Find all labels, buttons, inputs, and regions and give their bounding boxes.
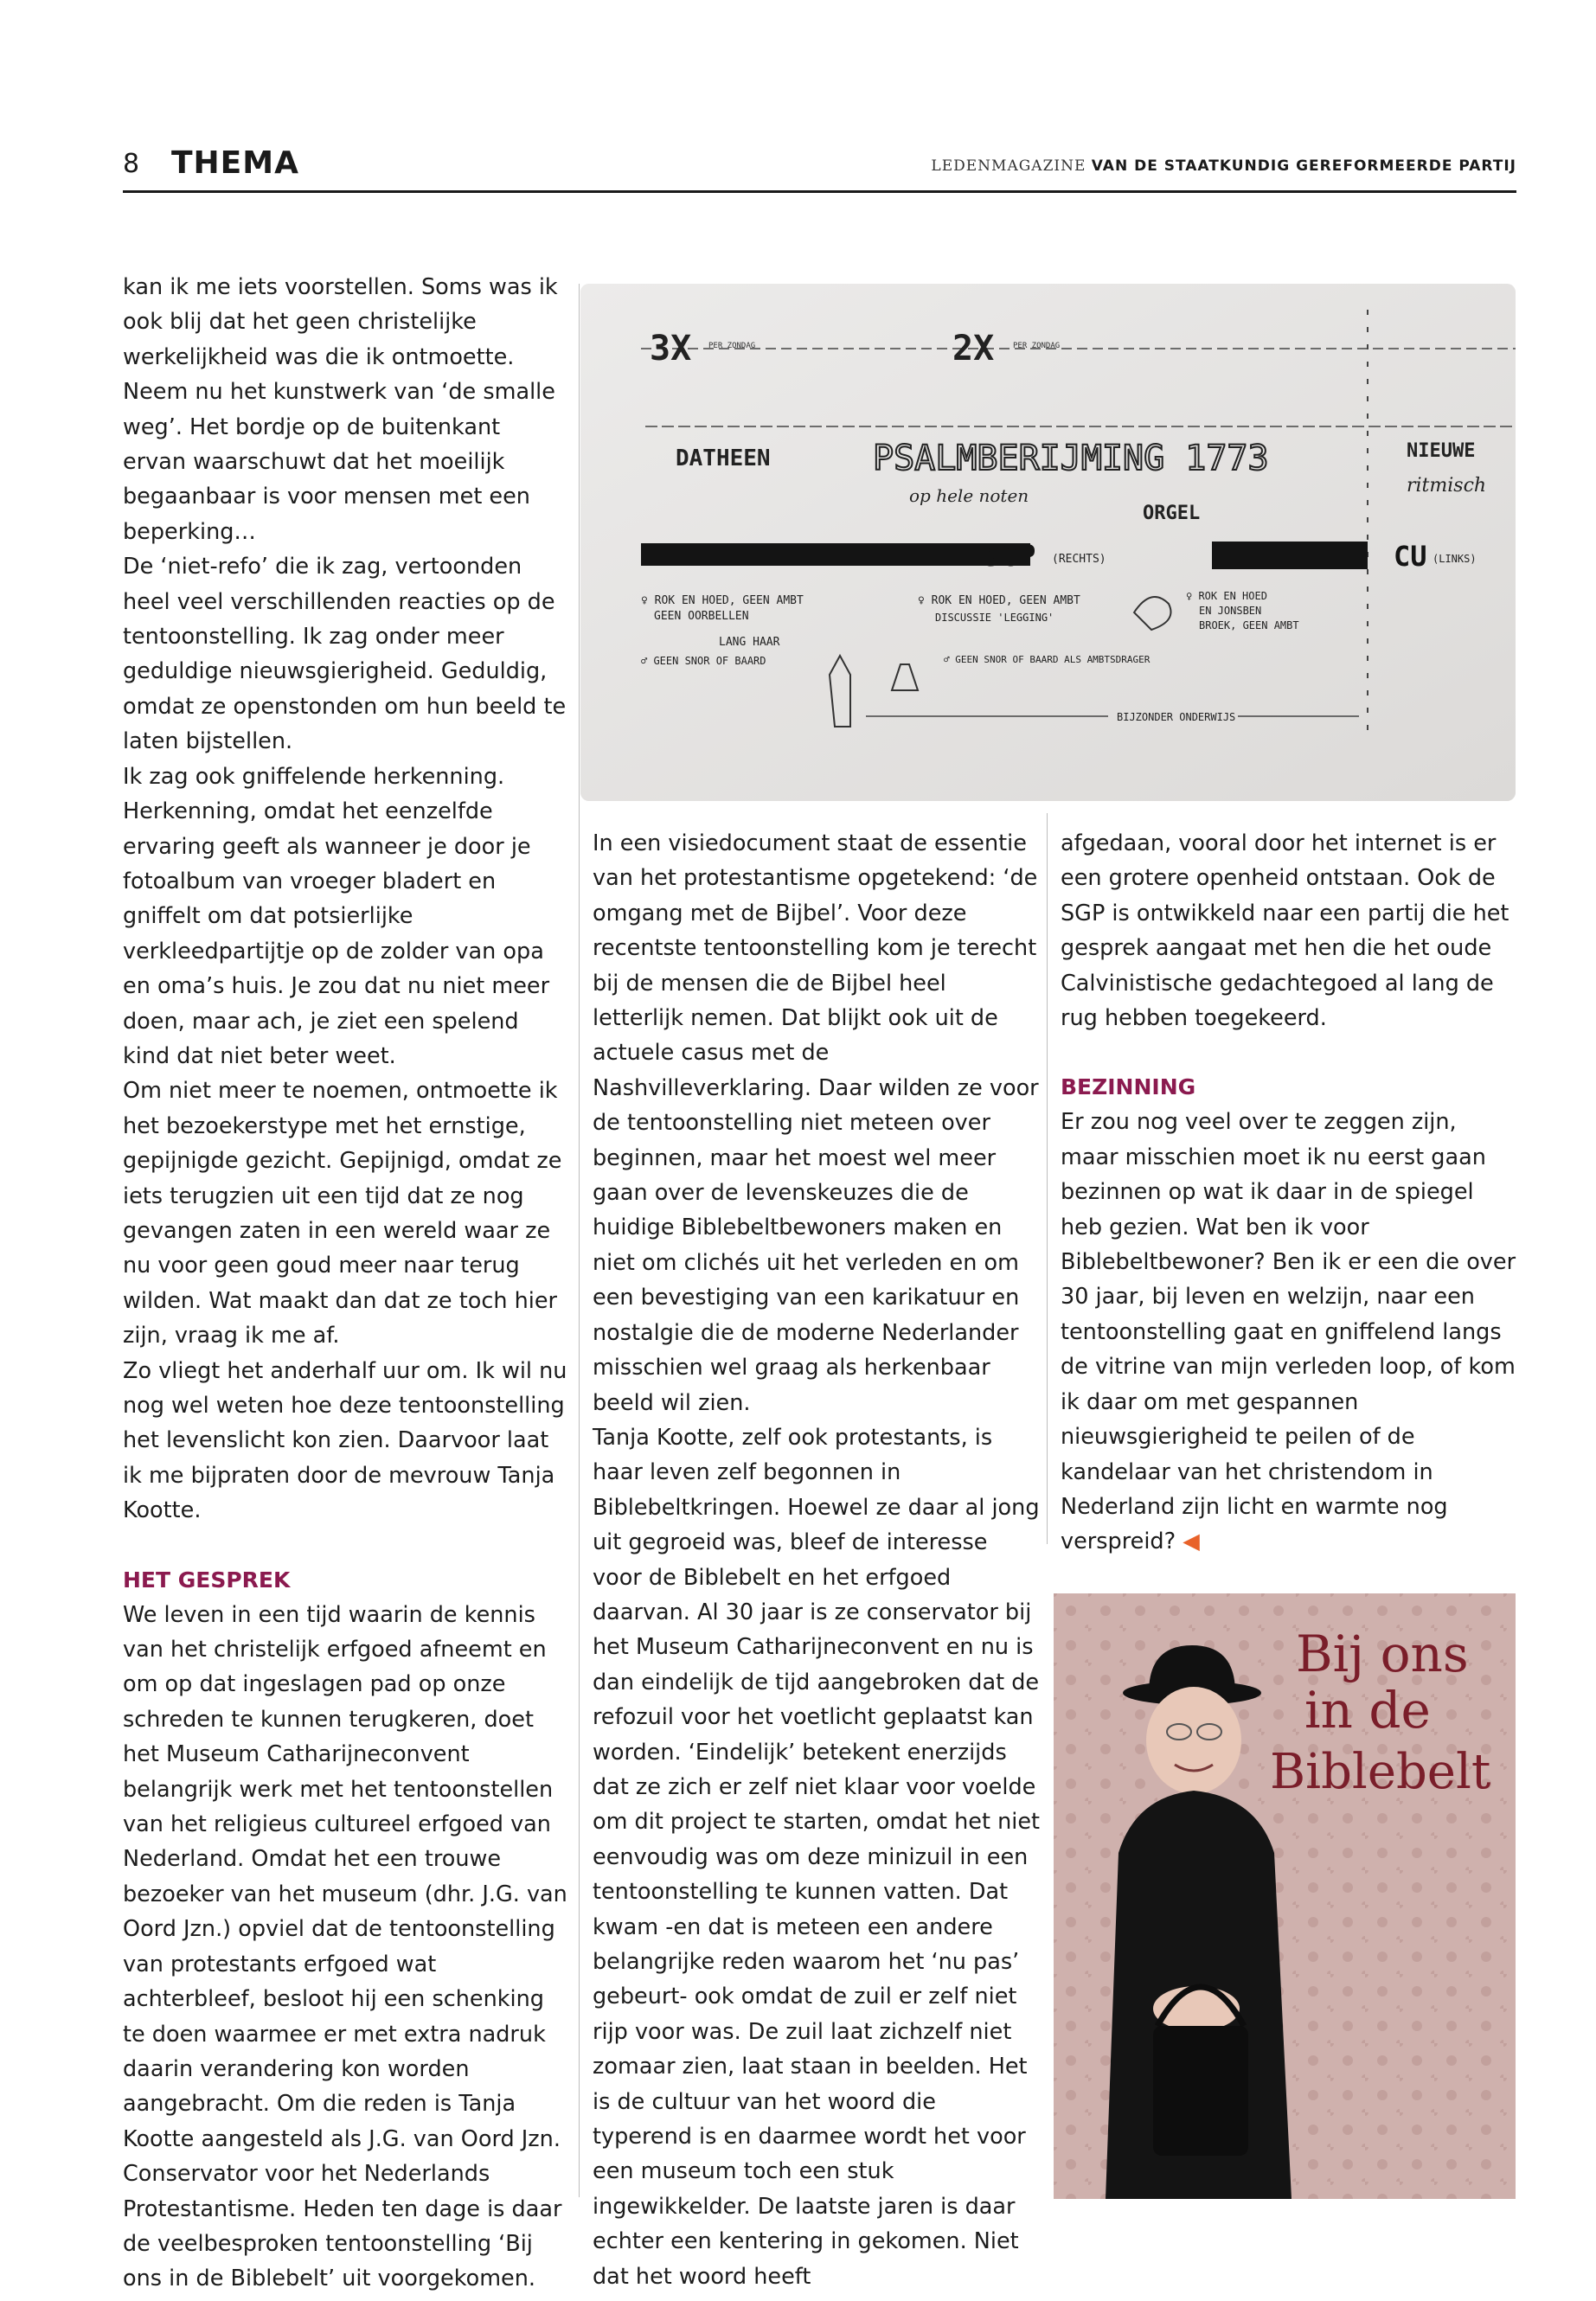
paragraph: kan ik me iets voorstellen. Soms was ik ook blij dat het geen christelijke werkelijkheid was die ik ontmoette. Neem nu het kunstwerk van ‘de smalle weg’. Het bordje op de buitenkant ervan waarschuwt dat het moeilijk begaanbaar is voor mensen met een beperking… [123, 274, 558, 545]
poster-title-line: Biblebelt [1270, 1744, 1491, 1800]
article-column-1 [123, 270, 568, 2297]
page-number: 8 [123, 149, 140, 179]
op-hele-noten-label: op hele noten [909, 485, 1029, 506]
exhibition-poster-photo [1054, 1593, 1516, 2199]
rule-text: ♀ ROK EN HOED [1186, 590, 1267, 602]
magazine-tagline [931, 157, 1516, 175]
sgp-label: SGP [983, 539, 1036, 574]
poster-illustration [1054, 1593, 1516, 2199]
poster-title-line: in de [1304, 1681, 1431, 1740]
article-column-2 [593, 826, 1041, 2294]
rule-text: ♀ ROK EN HOED, GEEN AMBT [918, 594, 1080, 607]
handbag [1153, 2026, 1248, 2156]
rule-text: GEEN OORBELLEN [654, 610, 749, 623]
paragraph: afgedaan, vooral door het internet is er een grotere openheid ontstaan. Ook de SGP is ontwikkeld naar een partij die het gesprek aangaat met hen die het oude Calvinistische gedachtegoed al lang de rug hebben toegekeerd. [1061, 830, 1509, 1032]
rechts-label: (RECHTS) [1052, 553, 1106, 566]
paragraph-text: Er zou nog veel over te zeggen zijn, maar misschien moet ik nu eerst gaan bezinnen op wat ik daar in de spiegel heb gezien. Wat ben ik voor Biblebeltbewoner? Ben ik er een die over 30 jaar, bij leven en welzijn, naar een tentoonstelling gaat en gniffelend langs de vitrine van mijn verleden loop, of kom ik daar om met gespannen nieuwsgierigheid te peilen of de kandelaar van het christendom in Nederland zijn licht en warmte nog verspreid? [1061, 1109, 1516, 1555]
frequency-3x: 3X [650, 329, 692, 369]
rule-text: BIJZONDER ONDERWIJS [1117, 711, 1236, 723]
subheading-het-gesprek: HET GESPREK [123, 1567, 291, 1593]
orgel-label: ORGEL [1143, 503, 1201, 524]
face [1146, 1687, 1241, 1794]
tagline-plain: LEDENMAGAZINE [931, 157, 1086, 175]
paragraph: In een visiedocument staat de essentie van het protestantisme opgetekend: ‘de omgang met de Bijbel’. Voor deze recentste tentoonstelling kom je terecht bij de mensen die de Bijbel heel letterlijk nemen. Dat blijkt ook uit de actuele casus met de Nashvilleverklaring. Daar wilden ze voor de tentoonstelling niet meteen over beginnen, maar het moest wel meer gaan over de levenskeuzes die de huidige Biblebeltbewoners maken en niet om clichés uit het verleden en om een bevestiging van een karikatuur en nostalgie die de moderne Nederlander misschien wel graag als herkenbaar beeld wil zien. [593, 830, 1039, 1416]
rule-text: EN JONSBEN [1199, 605, 1262, 617]
per-zondag-label: PER ZONDAG [1013, 342, 1061, 350]
article-column-3 [1061, 826, 1517, 1560]
rule-text: LANG HAAR [719, 636, 780, 649]
rule-text: ♀ ROK EN HOED, GEEN AMBT [641, 594, 804, 607]
nieuwe-label: NIEUWE [1407, 440, 1476, 462]
subheading-bezinning: BEZINNING [1061, 1074, 1196, 1100]
paragraph: Om niet meer te noemen, ontmoette ik het bezoekerstype met het ernstige, gepijnigde gezicht. Gepijnigd, omdat ze iets terugzien uit een tijd dat ze nog gevangen zaten in een wereld waar ze nu voor geen goud meer naar terug wilden. Wat maakt dan dat ze toch hier zijn, vraag ik me af. [123, 1078, 562, 1349]
paragraph [1061, 1105, 1517, 1559]
rule-text: ♂ GEEN SNOR OF BAARD [641, 655, 766, 667]
paragraph: Zo vliegt het anderhalf uur om. Ik wil nu nog wel weten hoe deze tentoonstelling het levenslicht kon zien. Daarvoor laat ik me bijpraten door de mevrouw Tanja Kootte. [123, 1357, 567, 1524]
links-label: (LINKS) [1433, 553, 1477, 565]
cu-label: CU [1394, 540, 1427, 573]
timeline-drawing [580, 284, 1516, 801]
psalmberijming-label: PSALMBERIJMING 1773 [873, 439, 1269, 478]
page-header [123, 145, 1516, 193]
ritmisch-label: ritmisch [1407, 475, 1487, 497]
frequency-2x: 2X [952, 329, 995, 369]
paragraph: Tanja Kootte, zelf ook protestants, is haar leven zelf begonnen in Biblebeltkringen. Hoewel ze daar al jong uit gegroeid was, bleef de interesse voor de Biblebelt en het erfgoed daarvan. Al 30 jaar is ze conservator bij het Museum Catharijneconvent en nu is dan eindelijk de tijd aangebroken dat de refozuil voor het voetlicht geplaatst kan worden. ‘Eindelijk’ betekent enerzijds dat ze zich er zelf niet klaar voor voelde om dit project te starten, omdat het niet eenvoudig was om deze minizuil in een tentoonstelling te kunnen vatten. Dat kwam -en dat is meteen een andere belangrijke reden waarom het ‘nu pas’ gebeurt- ook omdat de zuil er zelf niet rijp voor was. De zuil laat zichzelf niet zomaar zien, laat staan in beelden. Het is de cultuur van het woord die typerend is en daarmee wordt het voor een museum toch een stuk ingewikkelder. De laatste jaren is daar echter een kentering in gekomen. Niet dat het woord heeft [593, 1424, 1041, 2290]
datheen-label: DATHEEN [676, 445, 771, 471]
rule-text: ♂ GEEN SNOR OF BAARD ALS AMBTSDRAGER [944, 654, 1151, 665]
end-mark-icon: ◀ [1183, 1529, 1200, 1555]
column-divider [1047, 813, 1048, 1544]
poster-title-line: Bij ons [1296, 1625, 1469, 1683]
rule-text: BROEK, GEEN AMBT [1199, 619, 1299, 631]
tagline-bold: VAN DE STAATKUNDIG GEREFORMEERDE PARTIJ [1091, 157, 1516, 175]
section-title: THEMA [171, 145, 299, 181]
column-divider [579, 284, 580, 2197]
paragraph: Ik zag ook gniffelende herkenning. Herkenning, omdat het eenzelfde ervaring geeft als wanneer je door je fotoalbum van vroeger bladert en gniffelt om dat potsierlijke verkleedpartijtje op de zolder van opa en oma’s huis. Je zou dat nu niet meer doen, maar ach, je ziet een spelend kind dat niet beter weet. [123, 763, 550, 1069]
paragraph: De ‘niet-refo’ die ik zag, vertoonden heel veel verschillenden reacties op de tentoonstelling. Ik zag onder meer geduldige nieuwsgierigheid. Geduldig, omdat ze openstonden om hun beeld te laten bijstellen. [123, 554, 567, 755]
per-zondag-label: PER ZONDAG [708, 342, 756, 350]
rule-text: DISCUSSIE 'LEGGING' [935, 612, 1054, 624]
paragraph: We leven in een tijd waarin de kennis van het christelijk erfgoed afneemt en om op dat ingeslagen pad op onze schreden te kunnen terugkeren, doet het Museum Catharijneconvent belangrijk werk met het tentoonstellen van het religieus cultureel erfgoed van Nederland. Omdat het een trouwe bezoeker van het museum (dhr. J.G. van Oord Jzn.) opviel dat de tentoonstelling van protestants erfgoed wat achterbleef, besloot hij een schenking te doen waarmee er met extra nadruk daarin verandering kon worden aangebracht. Om die reden is Tanja Kootte aangesteld als J.G. van Oord Jzn. Conservator voor het Nederlands Protestantisme. Heden ten dage is daar de veelbesproken tentoonstelling ‘Bij ons in de Biblebelt’ uit voorgekomen. [123, 1601, 567, 2292]
exhibit-timeline-photo [580, 284, 1516, 801]
